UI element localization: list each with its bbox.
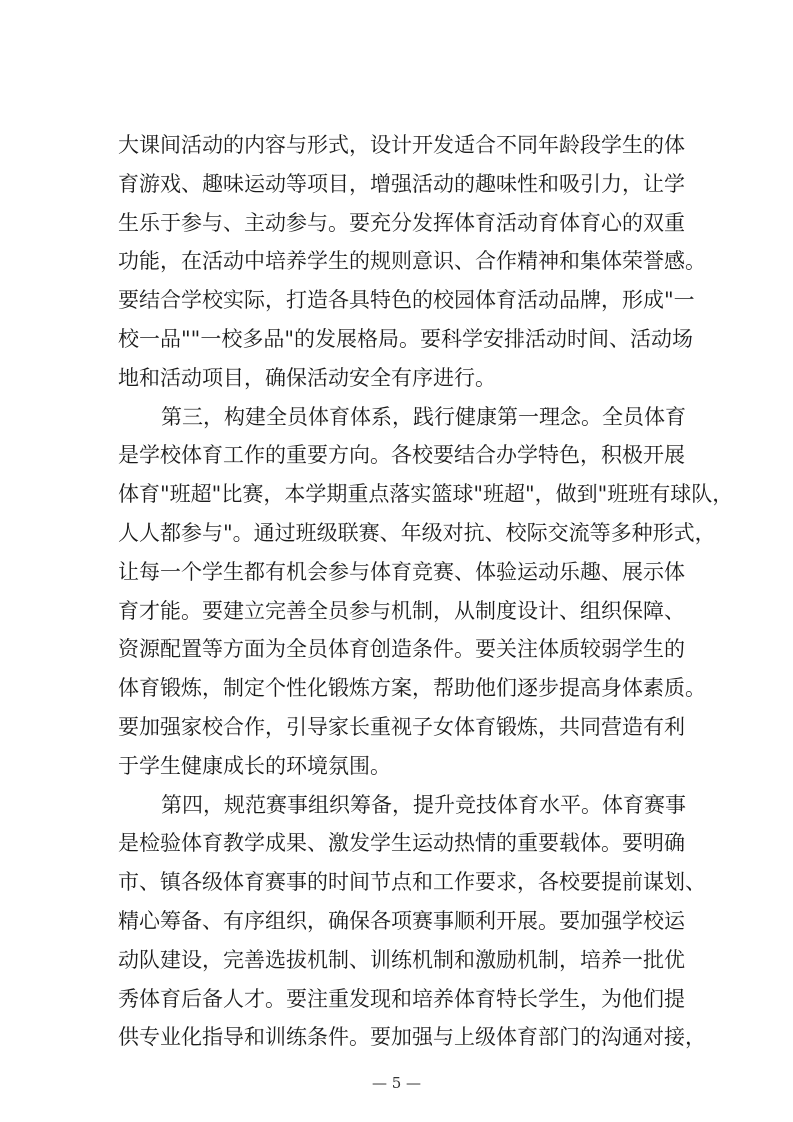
text-line: 于学生健康成长的环境氛围。 [118,753,391,778]
text-line: 功能，在活动中培养学生的规则意识、合作精神和集体荣誉感。 [118,249,706,274]
text-line: 要结合学校实际，打造各具特色的校园体育活动品牌，形成"一 [118,288,695,313]
text-line: 人人都参与"。通过班级联赛、年级对抗、校际交流等多种形式， [118,520,716,545]
text-line: 让每一个学生都有机会参与体育竞赛、体验运动乐趣、展示体 [118,559,685,584]
text-line: 是学校体育工作的重要方向。各校要结合办学特色，积极开展 [118,443,685,468]
page-number: — 5 — [371,1074,422,1092]
text-line: 校一品""一校多品"的发展格局。要科学安排活动时间、活动场 [118,326,693,351]
text-line: 体育"班超"比赛，本学期重点落实篮球"班超"，做到"班班有球队， [118,482,734,507]
text-line: 大课间活动的内容与形式，设计开发适合不同年龄段学生的体 [118,133,685,157]
text-line: 体育锻炼，制定个性化锻炼方案，帮助他们逐步提高身体素质。 [118,676,706,701]
text-line: 育才能。要建立完善全员参与机制，从制度设计、组织保障、 [118,598,685,623]
text-line: 市、镇各级体育赛事的时间节点和工作要求，各校要提前谋划、 [118,870,706,895]
text-line: 秀体育后备人才。要注重发现和培养体育特长学生，为他们提 [118,986,685,1011]
text-line: 资源配置等方面为全员体育创造条件。要关注体质较弱学生的 [118,637,685,662]
text-line: 是检验体育教学成果、激发学生运动热情的重要载体。要明确 [118,831,685,856]
text-line: 供专业化指导和训练条件。要加强与上级体育部门的沟通对接， [118,1025,706,1050]
text-line: 生乐于参与、主动参与。要充分发挥体育活动育体育心的双重 [118,210,685,235]
text-line: 动队建设，完善选拔机制、训练机制和激励机制，培养一批优 [118,947,685,972]
text-line: 精心筹备、有序组织，确保各项赛事顺利开展。要加强学校运 [118,908,685,933]
document-body [118,126,734,1057]
text-line: 第四，规范赛事组织筹备，提升竞技体育水平。体育赛事 [161,792,686,817]
text-line: 育游戏、趣味运动等项目，增强活动的趣味性和吸引力，让学 [118,171,685,196]
text-line: 地和活动项目，确保活动安全有序进行。 [118,365,496,390]
text-line: 要加强家校合作，引导家长重视子女体育锻炼，共同营造有利 [118,714,685,739]
text-line: 第三，构建全员体育体系，践行健康第一理念。全员体育 [161,404,686,429]
